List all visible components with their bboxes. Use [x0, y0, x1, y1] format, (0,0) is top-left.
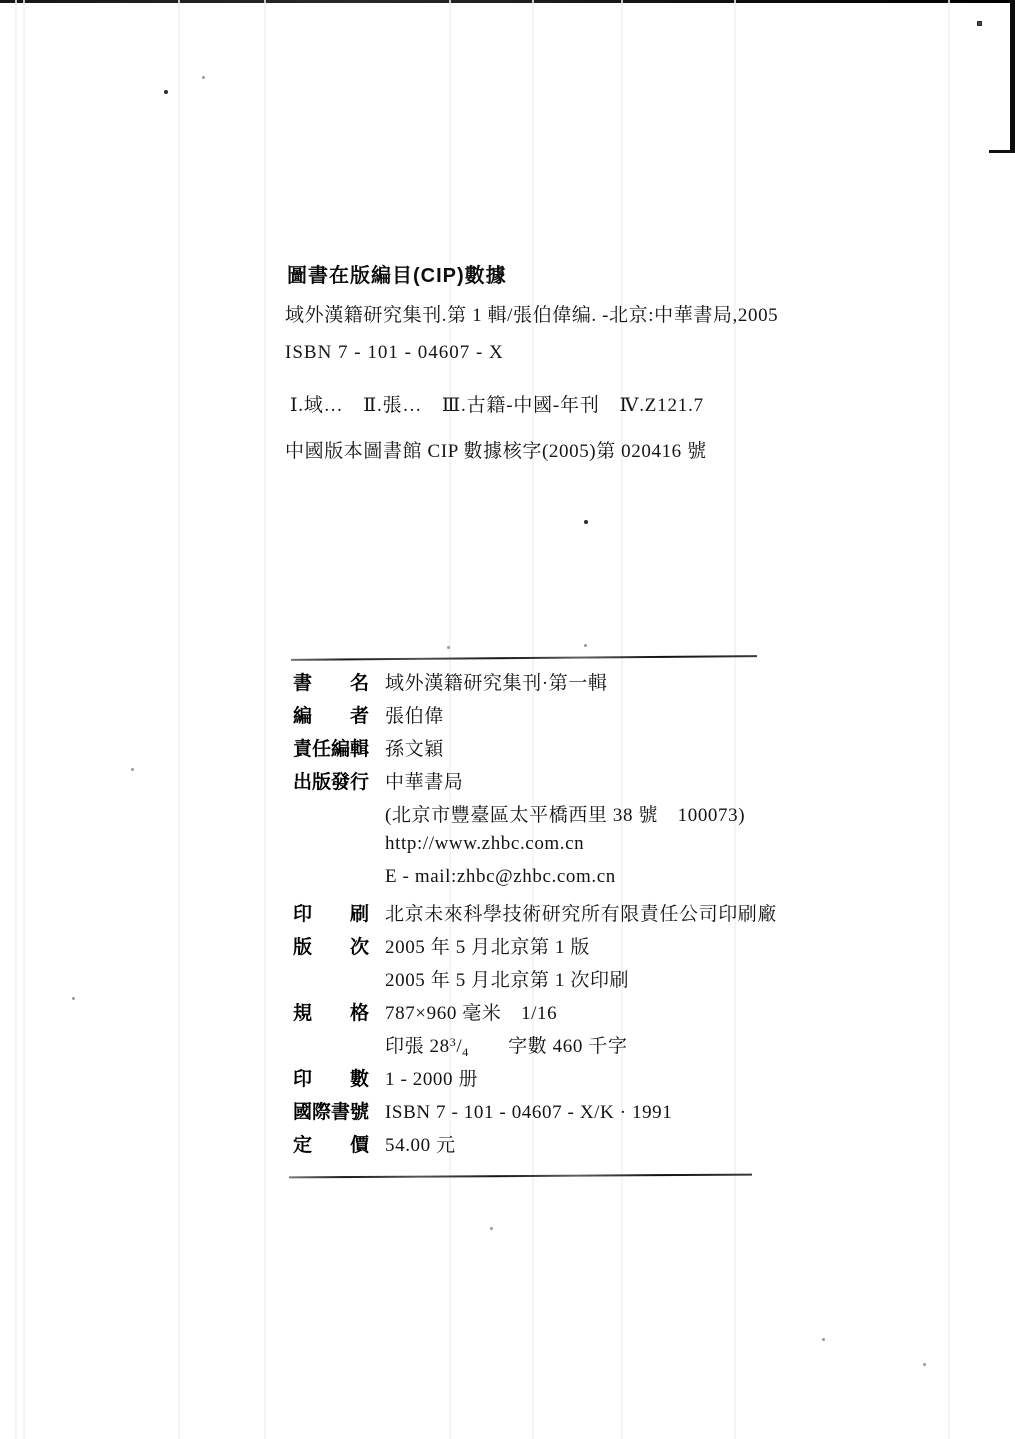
field-value: 2005 年 5 月北京第 1 版 [385, 937, 590, 958]
divider-rule-bottom [289, 1174, 752, 1179]
field-value: 2005 年 5 月北京第 1 次印刷 [385, 970, 630, 991]
field-label: 出版發行 [293, 772, 370, 793]
field-value: 787×960 毫米 1/16 [385, 1003, 558, 1024]
colophon-row [293, 899, 953, 932]
colophon-row [293, 767, 953, 800]
colophon-row [293, 932, 953, 965]
scan-speck [584, 644, 587, 647]
scan-edge-right-tick [989, 150, 1015, 153]
colophon-row [293, 998, 953, 1031]
field-value: ISBN 7 - 101 - 04607 - X/K · 1991 [385, 1102, 673, 1123]
scan-speck [202, 76, 205, 79]
colophon-row [293, 1097, 953, 1130]
scan-streak [264, 0, 266, 1439]
field-label: 印 刷 [293, 904, 370, 925]
cip-isbn-line: ISBN 7 - 101 - 04607 - X [285, 342, 504, 363]
cip-heading: 圖書在版編目(CIP)數據 [287, 265, 507, 287]
field-value: 1 - 2000 册 [385, 1069, 479, 1090]
scan-speck [72, 997, 75, 1000]
field-value: 印張 $28^3/_4$ 字數 460 千字 [385, 1035, 628, 1059]
field-value: http://www.zhbc.com.cn [385, 833, 585, 854]
colophon-row [293, 833, 953, 866]
colophon-row [293, 1130, 953, 1163]
field-value: 中華書局 [385, 772, 464, 793]
colophon-row [293, 734, 953, 767]
colophon-row [293, 1031, 953, 1064]
scan-speck [490, 1227, 493, 1230]
field-value: 孫文穎 [385, 739, 444, 760]
scan-streak [23, 0, 25, 1439]
colophon-row [293, 1064, 953, 1097]
colophon-row [293, 800, 953, 833]
colophon-row [293, 668, 953, 701]
field-value: 北京未來科學技術研究所有限責任公司印刷廠 [385, 904, 778, 925]
cip-classification-line: Ⅰ.域… Ⅱ.張… Ⅲ.古籍-中國-年刊 Ⅳ.Z121.7 [290, 395, 704, 416]
field-label: 責任編輯 [293, 739, 370, 760]
field-label: 版 次 [293, 937, 370, 958]
scan-speck [131, 768, 134, 771]
field-value: 54.00 元 [385, 1135, 456, 1156]
field-label: 編 者 [293, 706, 370, 727]
scan-edge-right-strip [1010, 0, 1015, 152]
field-label: 印 數 [293, 1069, 370, 1090]
colophon-row [293, 866, 953, 899]
field-label: 定 價 [293, 1135, 370, 1156]
colophon-row [293, 965, 953, 998]
colophon-table [293, 668, 953, 1163]
scan-speck [447, 646, 450, 649]
field-label: 規 格 [293, 1003, 370, 1024]
scan-speck [923, 1363, 926, 1366]
colophon-row [293, 701, 953, 734]
cip-record-line: 域外漢籍研究集刊.第 1 輯/張伯偉编. -北京:中華書局,2005 [285, 305, 779, 326]
scan-speck [164, 90, 168, 94]
field-value: 張伯偉 [385, 706, 444, 727]
cip-block [285, 259, 885, 463]
field-label: 國際書號 [293, 1102, 370, 1123]
divider-rule-top [291, 655, 757, 661]
field-value: (北京市豐臺區太平橋西里 38 號 100073) [385, 805, 746, 826]
scan-edge-top-line [0, 0, 1015, 3]
scan-streak [178, 0, 180, 1439]
scan-speck [584, 520, 588, 524]
field-value: E - mail:zhbc@zhbc.com.cn [385, 866, 616, 887]
scan-speck [977, 21, 982, 26]
field-label: 書 名 [293, 673, 370, 694]
field-value: 域外漢籍研究集刊·第一輯 [385, 673, 608, 694]
scan-speck [822, 1338, 825, 1341]
cip-verification-line: 中國版本圖書館 CIP 數據核字(2005)第 020416 號 [285, 441, 707, 462]
scan-streak [15, 0, 17, 1439]
